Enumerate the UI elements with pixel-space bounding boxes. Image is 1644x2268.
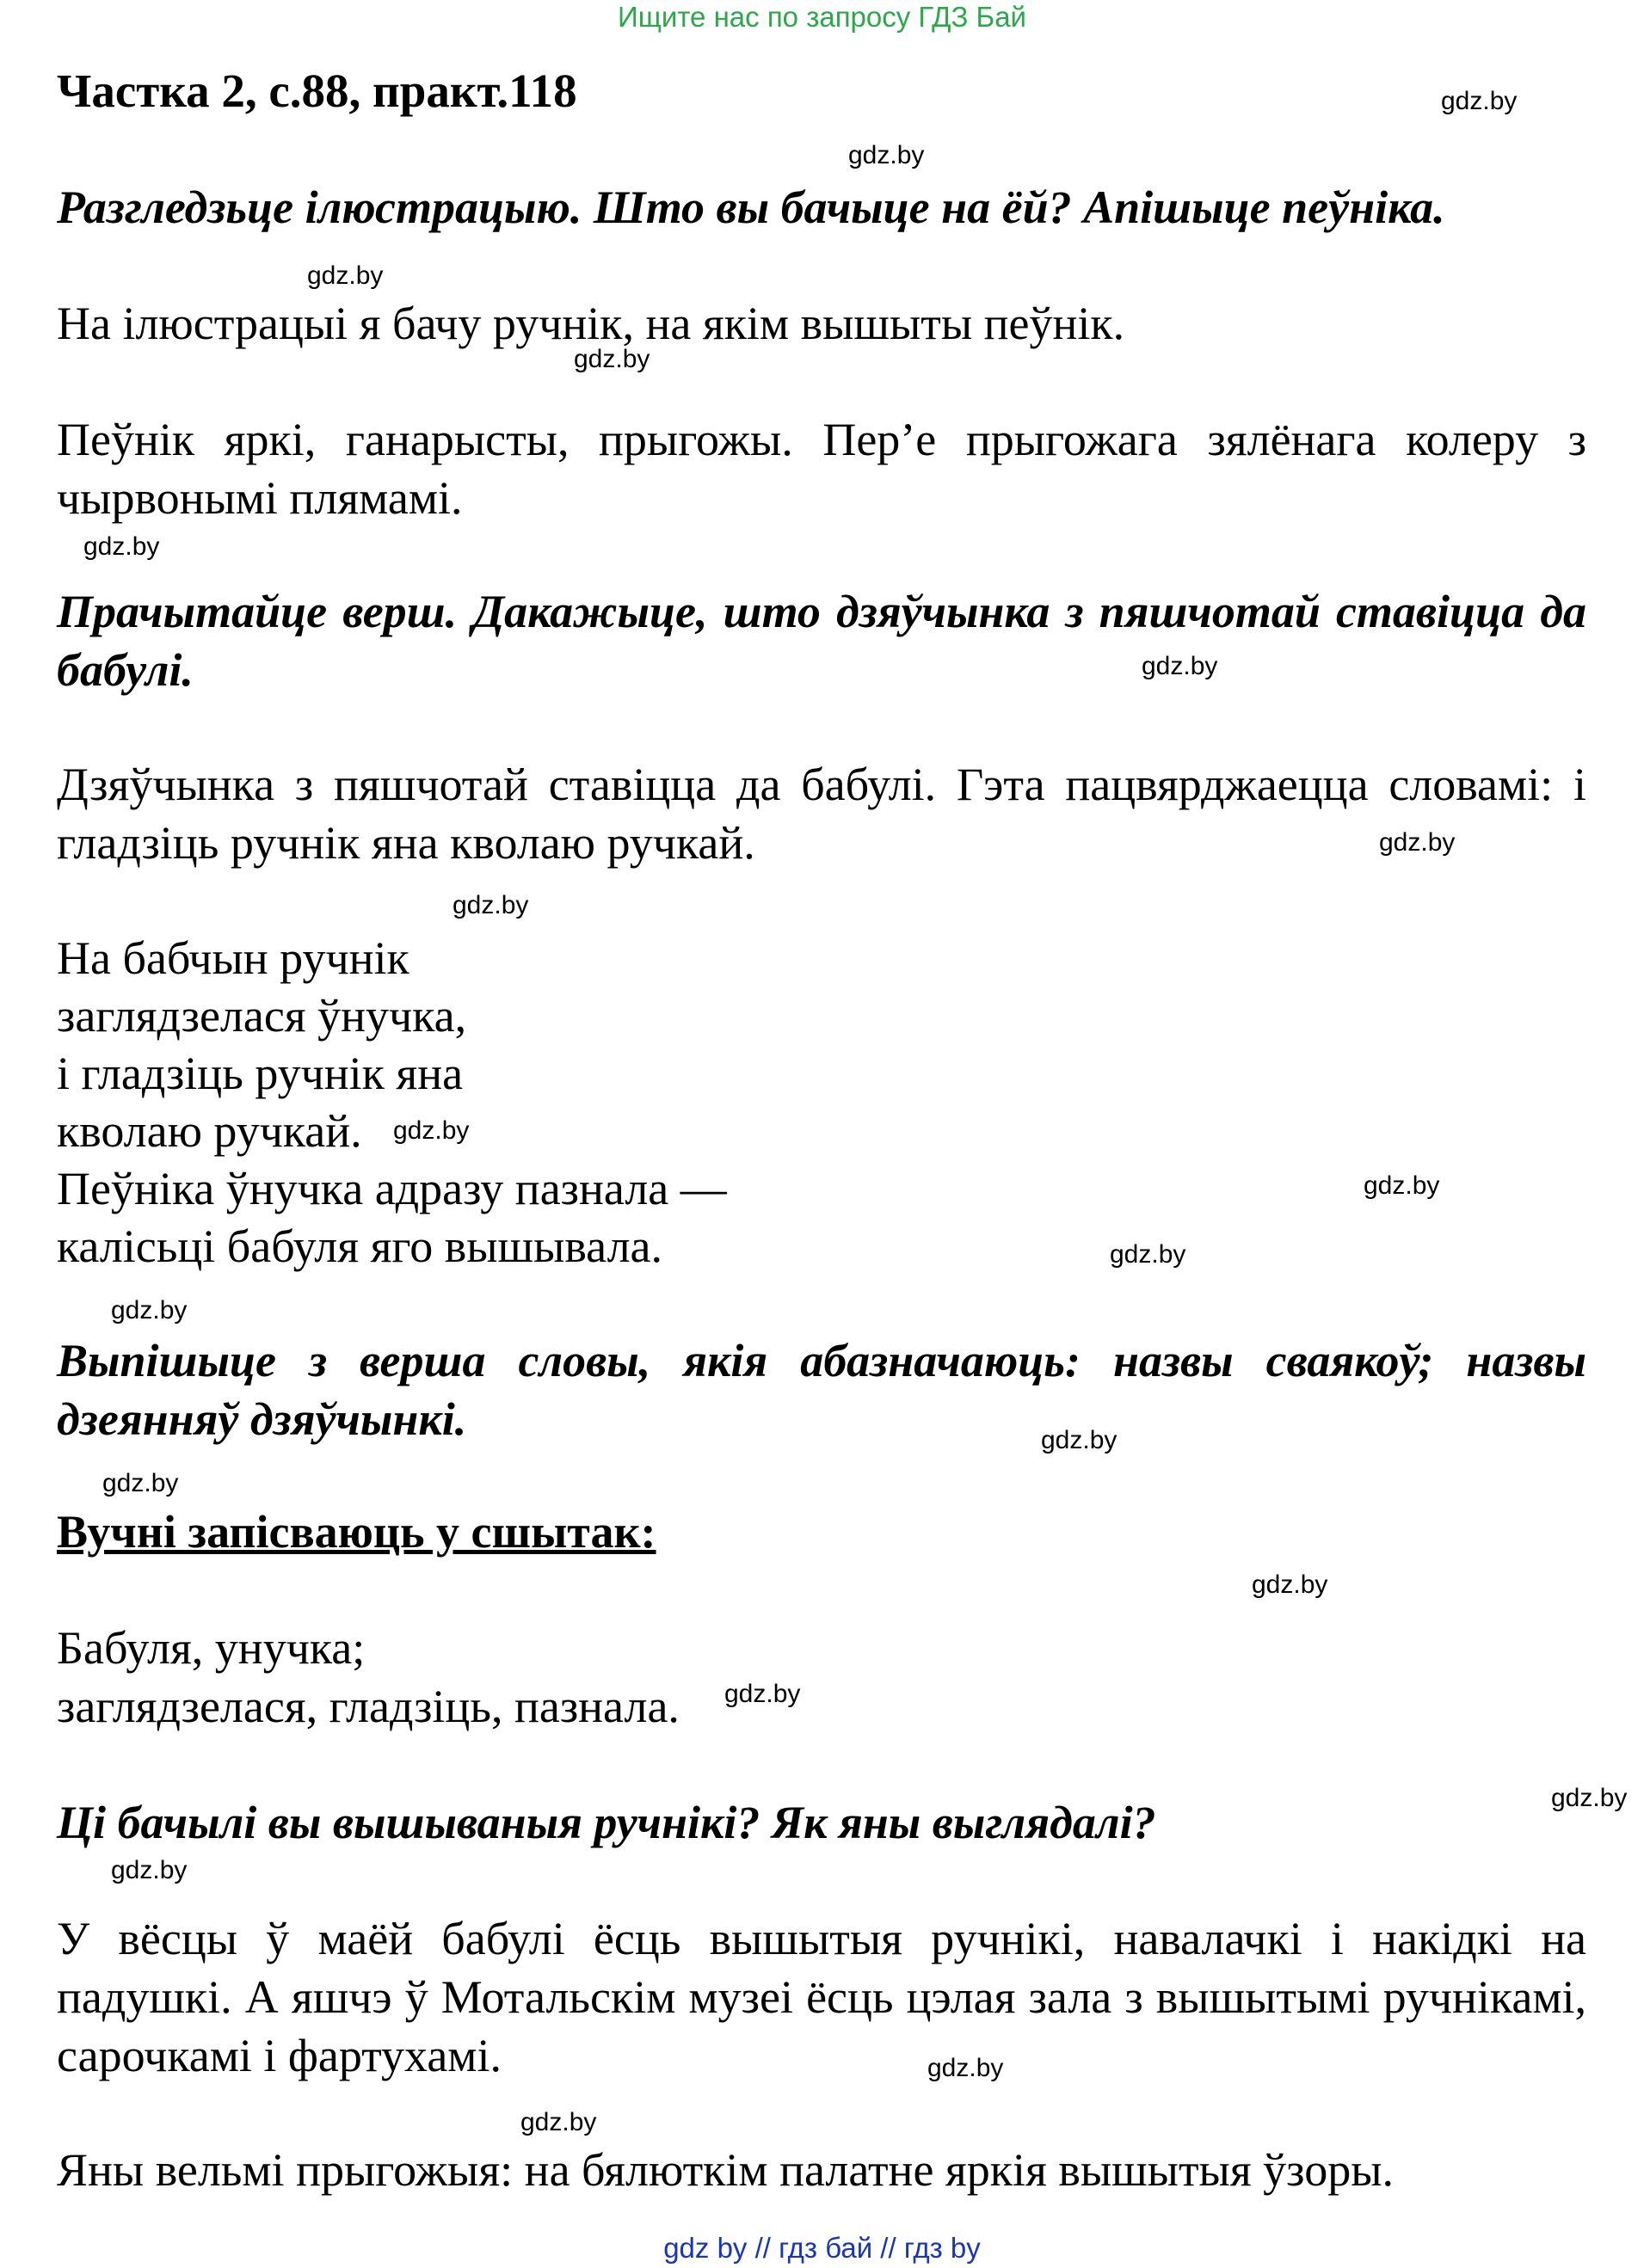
- watermark: gdz.by: [102, 1469, 179, 1497]
- poem-line: На бабчын ручнік: [57, 932, 409, 984]
- watermark: gdz.by: [724, 1680, 801, 1708]
- notebook-line: Бабуля, унучка;: [57, 1622, 366, 1674]
- poem-line: кволаю ручкай.: [57, 1105, 362, 1157]
- watermark: gdz.by: [393, 1116, 470, 1145]
- poem-line: і гладзіць ручнік яна: [57, 1048, 464, 1099]
- watermark: gdz.by: [1551, 1784, 1628, 1812]
- answer-1-paragraph: Пеўнік яркі, ганарысты, прыгожы. Пер’е прыгожага зялёнага колеру з чырвонымі плямамі.: [57, 414, 1586, 524]
- watermark: gdz.by: [574, 345, 650, 373]
- watermark: gdz.by: [927, 2054, 1004, 2082]
- watermark: gdz.by: [1252, 1570, 1328, 1599]
- top-banner: Ищите нас по запросу ГДЗ Бай: [618, 1, 1026, 33]
- watermark: gdz.by: [111, 1296, 188, 1325]
- answer-4-paragraph: У вёсцы ў маёй бабулі ёсць вышытыя ручнікі, навалачкі і накідкі на падушкі. А яшчэ ў Мотальскім музеі ёсць цэлая зала з вышытымі ручнікамі, сарочкамі і фартухамі.: [57, 1913, 1586, 2081]
- notebook-heading: Вучні запісваюць у сшытак:: [57, 1506, 656, 1558]
- watermark: gdz.by: [83, 532, 160, 561]
- poem-line: заглядзелася ўнучка,: [57, 990, 467, 1042]
- watermark: gdz.by: [848, 141, 925, 169]
- task-1: Разгледзьце ілюстрацыю. Што вы бачыце на ёй? Апішыце пеўніка.: [57, 181, 1445, 233]
- answer-4-conclusion: Яны вельмі прыгожыя: на бялюткім палатне яркія вышытыя ўзоры.: [57, 2144, 1394, 2196]
- answer-2: Дзяўчынка з пяшчотай ставіцца да бабулі. Гэта пацвярджаецца словамі: і гладзіць ручнік яна кволаю ручкай.: [57, 759, 1586, 869]
- answer-1-line: На ілюстрацыі я бачу ручнік, на якім вышыты пеўнік.: [57, 298, 1125, 349]
- watermark: gdz.by: [1364, 1171, 1440, 1200]
- notebook-line: заглядзелася, гладзіць, пазнала.: [57, 1681, 680, 1732]
- watermark: gdz.by: [307, 261, 384, 290]
- watermark: gdz.by: [1142, 652, 1218, 680]
- watermark: gdz.by: [453, 891, 529, 919]
- footer-links[interactable]: gdz by // гдз бай // гдз by: [663, 2232, 981, 2264]
- task-3: Выпішыце з верша словы, якія абазначаюць: назвы сваякоў; назвы дзеянняў дзяўчынкі.: [57, 1335, 1586, 1445]
- poem-line: калісьці бабуля яго вышывала.: [57, 1220, 663, 1272]
- watermark: gdz.by: [1441, 87, 1518, 115]
- watermark: gdz.by: [1110, 1240, 1186, 1269]
- task-2: Прачытайце верш. Дакажыце, што дзяўчынка з пяшчотай ставіцца да бабулі.: [57, 586, 1586, 696]
- poem-line: Пеўніка ўнучка адразу пазнала —: [57, 1163, 727, 1214]
- page-heading: Частка 2, с.88, практ.118: [57, 65, 577, 117]
- watermark: gdz.by: [520, 2108, 597, 2136]
- task-4: Ці бачылі вы вышываныя ручнікі? Як яны выглядалі?: [57, 1797, 1156, 1848]
- watermark: gdz.by: [111, 1856, 188, 1884]
- watermark: gdz.by: [1379, 828, 1456, 857]
- watermark: gdz.by: [1041, 1426, 1118, 1454]
